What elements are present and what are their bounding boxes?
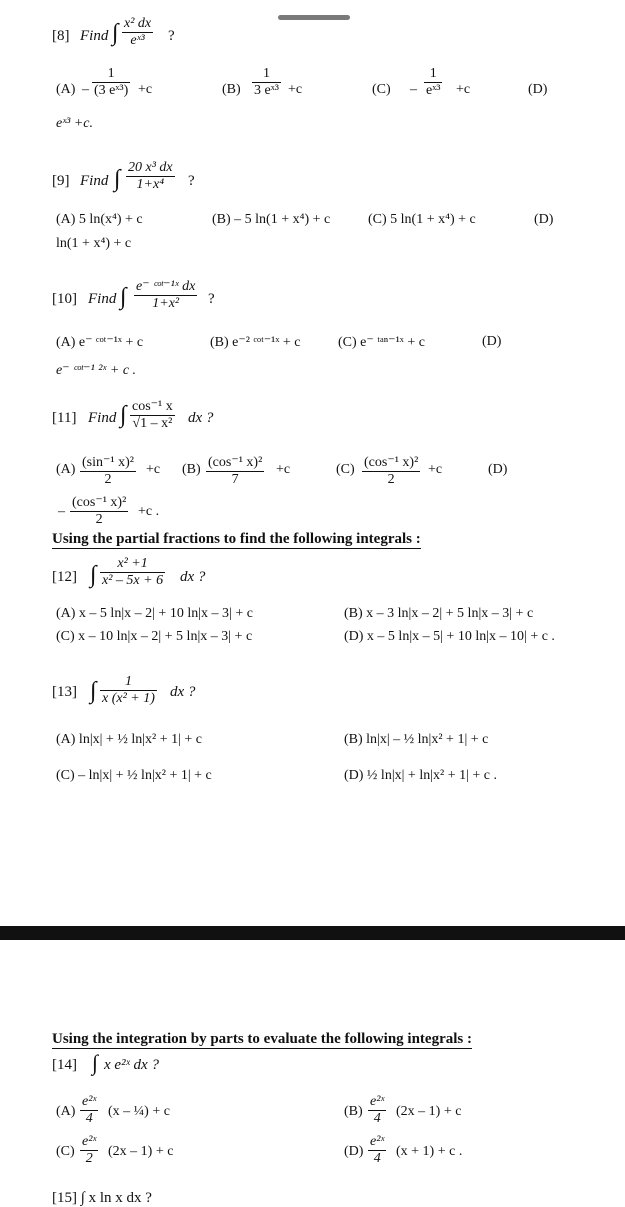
option-c: (C) x – 10 ln|x – 2| + 5 ln|x – 3| + c [56, 629, 253, 644]
q10-label: [10] [52, 291, 77, 307]
option-c-fraction: $\frac{1}{\text{eˣ³}}$ [426, 66, 441, 98]
q9-fraction: $\frac{\text{20 x³ dx}}{\text{1+x⁴}}$ [128, 160, 173, 192]
option-a-fraction: $\frac{1}{\text{(3 eˣ³)}}$ [94, 66, 129, 98]
option-c: (C) e⁻ ᵗᵃⁿ⁻¹ˣ + c [338, 335, 425, 350]
option-a-fraction: $\frac{\text{(sin⁻¹ x)²}}{2}$ [82, 455, 134, 487]
q11-tail: dx ? [188, 410, 214, 426]
option-a-tail: +c [138, 82, 153, 97]
q14-label: [14] [52, 1057, 77, 1073]
q8-label: [8] [52, 28, 70, 44]
option-c-label: (C) [372, 82, 391, 97]
q11-fraction: $\frac{\text{cos⁻¹ x}}{\text{√1 – x²}}$ [132, 399, 173, 431]
option-d-label: (D) [344, 1144, 364, 1159]
option-d-label: (D) [534, 212, 554, 227]
option-b-fraction: $\frac{\text{e²ˣ}}{4}$ [370, 1094, 385, 1126]
q13-tail: dx ? [170, 684, 196, 700]
option-c-fraction: $\frac{\text{(cos⁻¹ x)²}}{2}$ [364, 455, 419, 487]
option-c-label: (C) [336, 462, 355, 477]
integral-sign: ∫ [120, 284, 127, 310]
q12-fraction: $\frac{\text{x² +1}}{\text{x² – 5x + 6}}$ [102, 556, 164, 588]
option-a: (A) 5 ln(x⁴) + c [56, 212, 143, 227]
option-a-label: (A) [56, 462, 76, 477]
section-heading-partial-fractions: Using the partial fractions to find the following integrals : [52, 531, 421, 547]
q12-label: [12] [52, 569, 77, 585]
integral-sign: ∫ [90, 562, 97, 588]
option-a-label: (A) [56, 82, 76, 97]
option-d-text: ln(1 + x⁴) + c [56, 236, 132, 251]
option-b: (B) – 5 ln(1 + x⁴) + c [212, 212, 331, 227]
q11-find: Find [88, 410, 117, 426]
option-d-tail: +c . [138, 504, 160, 519]
option-b-fraction: $\frac{\text{(cos⁻¹ x)²}}{7}$ [208, 455, 263, 487]
option-c-tail: (2x – 1) + c [108, 1144, 174, 1159]
option-d: (D) x – 5 ln|x – 5| + 10 ln|x – 10| + c . [344, 629, 555, 644]
q10-question-mark: ? [208, 291, 215, 307]
option-a: (A) e⁻ ᶜᵒᵗ⁻¹ˣ + c [56, 335, 144, 350]
option-d-tail: (x + 1) + c . [396, 1144, 463, 1159]
option-d-label: (D) [482, 334, 502, 349]
option-a: (A) x – 5 ln|x – 2| + 10 ln|x – 3| + c [56, 606, 253, 621]
q13-label: [13] [52, 684, 77, 700]
option-d-label: (D) [488, 462, 508, 477]
option-c: (C) – ln|x| + ½ ln|x² + 1| + c [56, 768, 212, 783]
q8-question-mark: ? [168, 28, 175, 44]
option-a-fraction: $\frac{\text{e²ˣ}}{4}$ [82, 1094, 97, 1126]
option-b-label: (B) [182, 462, 201, 477]
integral-sign: ∫ [120, 402, 127, 428]
q9-question-mark: ? [188, 173, 195, 189]
section-heading-integration-by-parts: Using the integration by parts to evaluate the following integrals : [52, 1031, 472, 1047]
q11-label: [11] [52, 410, 77, 426]
scroll-handle[interactable] [278, 15, 350, 20]
option-d-label: (D) [528, 82, 548, 97]
option-d-text: eˣ³ +c. [56, 116, 94, 131]
q9-find: Find [80, 173, 109, 189]
q8-find: Find [80, 28, 109, 44]
q10-find: Find [88, 291, 117, 307]
option-a-tail: +c [146, 462, 161, 477]
option-c-tail: +c [428, 462, 443, 477]
option-b-tail: (2x – 1) + c [396, 1104, 462, 1119]
option-c-label: (C) [56, 1144, 75, 1159]
q14-body: x e²ˣ dx ? [104, 1057, 159, 1073]
integral-sign: ∫ [90, 678, 97, 704]
q9-label: [9] [52, 173, 70, 189]
option-d: (D) ½ ln|x| + ln|x² + 1| + c . [344, 768, 498, 783]
option-b: (B) ln|x| – ½ ln|x² + 1| + c [344, 732, 489, 747]
option-a-tail: (x – ¼) + c [108, 1104, 170, 1119]
q12-tail: dx ? [180, 569, 206, 585]
option-a-sign: – [82, 82, 89, 97]
option-d-sign: – [58, 504, 65, 519]
option-c-fraction: $\frac{\text{e²ˣ}}{2}$ [82, 1134, 97, 1166]
integral-sign: ∫ [92, 1050, 99, 1075]
q10-fraction: e⁻ ᶜᵒᵗ⁻¹ˣ dx 1+x² [136, 279, 196, 311]
page-divider [0, 926, 625, 940]
option-a: (A) ln|x| + ½ ln|x² + 1| + c [56, 732, 203, 747]
option-b-label: (B) [222, 82, 241, 97]
option-d-fraction: $\frac{\text{(cos⁻¹ x)²}}{2}$ [72, 495, 127, 527]
option-d-fraction: $\frac{\text{e²ˣ}}{4}$ [370, 1134, 385, 1166]
option-c: (C) 5 ln(1 + x⁴) + c [368, 212, 476, 227]
q8-fraction: $\frac{\text{x² dx}}{\text{eˣ³}}$ [124, 16, 152, 48]
integral-sign: ∫ [114, 166, 121, 192]
option-b-tail: +c [288, 82, 303, 97]
option-c-sign: – [410, 82, 417, 97]
option-b-fraction: $\frac{1}{\text{3 eˣ³}}$ [254, 66, 279, 98]
q13-fraction: $\frac{1}{\text{x (x² + 1)}}$ [102, 674, 155, 706]
option-b-label: (B) [344, 1104, 363, 1119]
option-b: (B) e⁻² ᶜᵒᵗ⁻¹ˣ + c [210, 335, 301, 350]
question-15-partial: [15] ∫ x ln x dx ? [52, 1190, 152, 1206]
option-b-tail: +c [276, 462, 291, 477]
option-b: (B) x – 3 ln|x – 2| + 5 ln|x – 3| + c [344, 606, 534, 621]
option-a-label: (A) [56, 1104, 76, 1119]
integral-sign: ∫ [112, 20, 119, 46]
option-d-text: e⁻ ᶜᵒᵗ⁻¹ ²ˣ + c . [56, 363, 137, 378]
option-c-tail: +c [456, 82, 471, 97]
